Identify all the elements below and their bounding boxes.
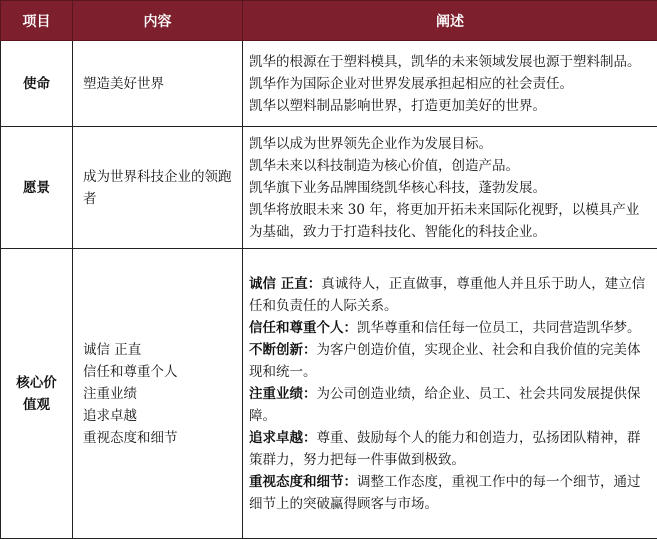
desc-paragraph [249,199,651,243]
table-row-vision [1,127,657,249]
desc-text: 凯华作为国际企业对世界发展承担起相应的社会责任。 [249,75,573,92]
row-desc [243,127,657,249]
header-desc: 阐述 [243,1,657,41]
desc-paragraph [249,471,651,515]
row-item: 核心价值观 [1,249,73,539]
desc-paragraph [249,155,651,177]
content-line: 重视态度和细节 [83,429,178,446]
content-line: 追求卓越 [83,407,137,424]
row-item: 使命 [1,41,73,127]
desc-paragraph [249,51,651,73]
row-desc [243,249,657,539]
row-desc [243,41,657,127]
desc-bold: 不断创新： [249,341,317,358]
content-line: 注重业绩 [83,385,137,402]
desc-paragraph [249,177,651,199]
content-line: 塑造美好世界 [83,75,164,92]
desc-text: 凯华尊重和信任每一位员工，共同营造凯华梦。 [357,319,641,336]
header-content: 内容 [73,1,243,41]
desc-text: 凯华旗下业务品牌围绕凯华核心科技，蓬勃发展。 [249,179,546,196]
header-item: 项目 [1,1,73,41]
desc-text: 为客户创造价值，实现企业、社会和自我价值的完美体现和统一。 [249,341,641,380]
desc-bold: 信任和尊重个人： [249,319,357,336]
desc-paragraph [249,73,651,95]
content-line: 成为世界科技企业的领跑者 [83,168,232,207]
table-row-mission [1,41,657,127]
desc-text: 凯华以塑料制品影响世界，打造更加美好的世界。 [249,97,546,114]
desc-text: 凯华以成为世界领先企业作为发展目标。 [249,135,492,152]
desc-text: 凯华的根源在于塑料模具，凯华的未来领域发展也源于塑料制品。 [249,53,641,70]
desc-paragraph [249,95,651,117]
row-content [73,249,243,539]
desc-text: 凯华未来以科技制造为核心价值，创造产品。 [249,157,519,174]
desc-paragraph [249,339,651,383]
desc-paragraph [249,383,651,427]
desc-text: 尊重、鼓励每个人的能力和创造力，弘扬团队精神，群策群力，努力把每一件事做到极致。 [249,429,641,468]
row-content [73,127,243,249]
desc-text: 真诚待人，正直做事，尊重他人并且乐于助人，建立信任和负责任的人际关系。 [249,275,646,314]
row-content [73,41,243,127]
content-line: 诚信 正直 [83,341,142,358]
desc-paragraph [249,273,651,317]
content-line: 信任和尊重个人 [83,363,178,380]
desc-paragraph [249,133,651,155]
desc-paragraph [249,317,651,339]
desc-paragraph [249,427,651,471]
desc-bold: 追求卓越： [249,429,317,446]
desc-text: 凯华将放眼未来 30 年，将更加开拓未来国际化视野，以模具产业为基础，致力于打造科技化、智能化的科技企业。 [249,201,640,240]
desc-bold: 注重业绩： [249,385,317,402]
table-row-core-values [1,249,657,539]
desc-text: 为公司创造业绩，给企业、员工、社会共同发展提供保障。 [249,385,641,424]
desc-bold: 诚信 正直： [249,275,322,292]
desc-text: 调整工作态度，重视工作中的每一个细节，通过细节上的突破赢得顾客与市场。 [249,473,641,512]
header-row [1,1,657,41]
row-item: 愿景 [1,127,73,249]
desc-bold: 重视态度和细节： [249,473,357,490]
